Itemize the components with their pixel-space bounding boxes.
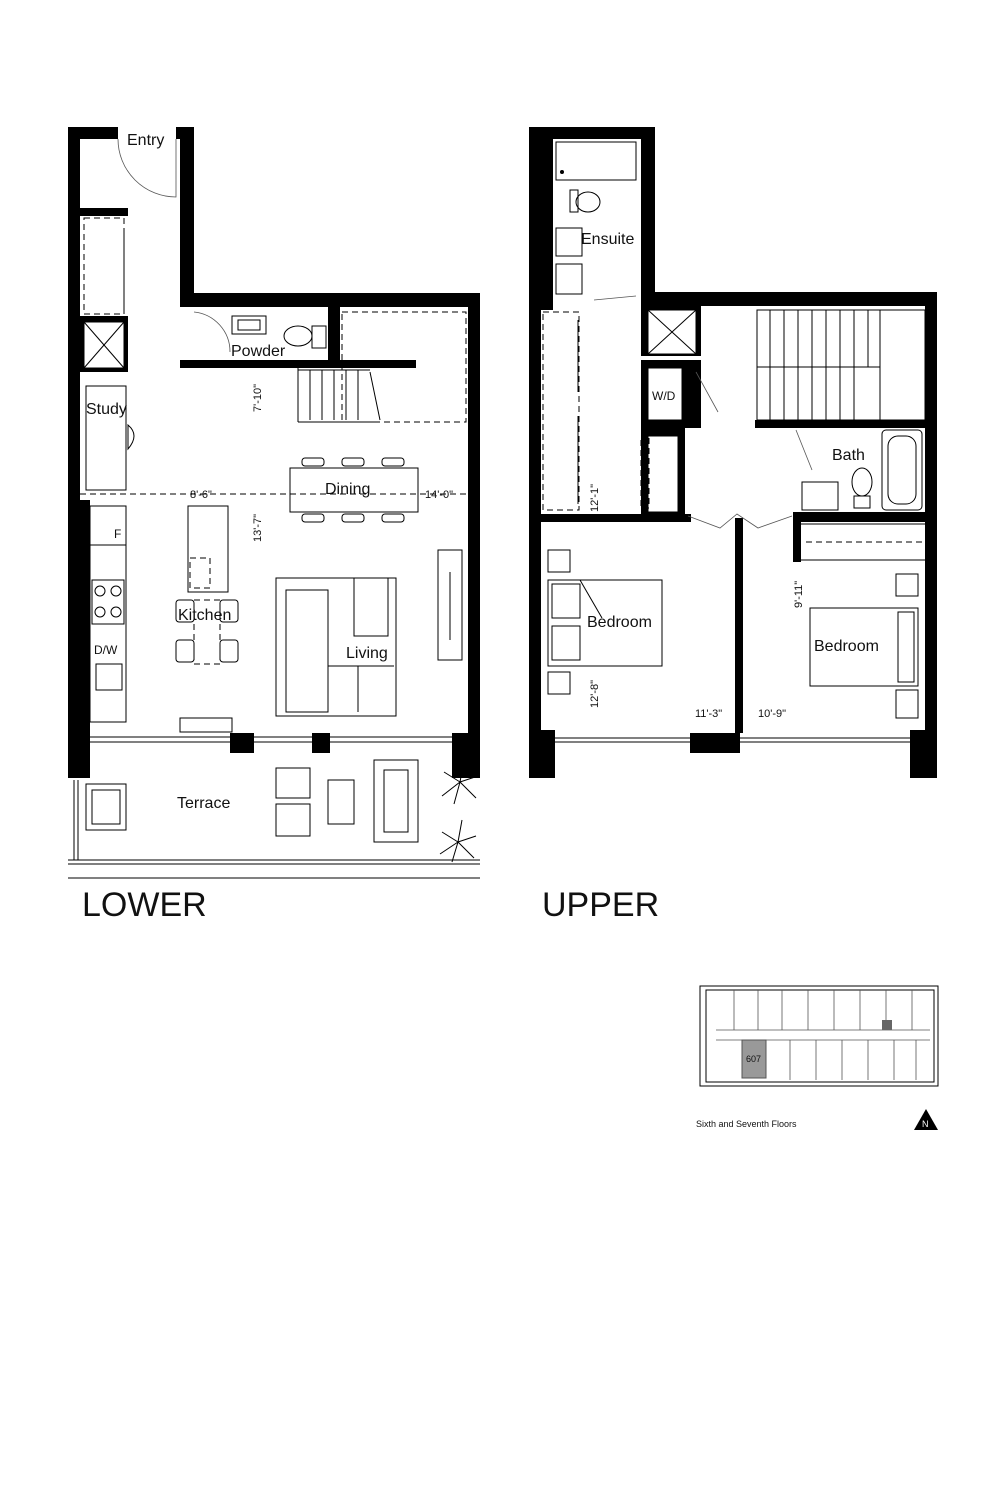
dimension-length: 13'-7" [252,513,264,542]
wall [529,730,555,778]
wall [541,139,553,304]
wall [68,127,118,139]
room-label-study: Study [86,401,127,418]
washer-dryer-label: W/D [652,389,676,403]
room-label-dining: Dining [325,481,371,498]
column [312,733,330,753]
wall [529,127,655,139]
room-label-bedroom-right: Bedroom [814,638,879,655]
room-label-terrace: Terrace [177,795,231,812]
room-label-ensuite: Ensuite [581,231,635,248]
north-label: N [922,1119,929,1129]
wall [452,733,480,778]
living-furniture [276,550,462,716]
room-label-bath: Bath [832,447,865,464]
wall [755,420,795,428]
upper-title: UPPER [542,886,660,924]
fridge-label: F [114,527,122,541]
wall [735,518,743,733]
wall [68,500,90,778]
room-label-entry: Entry [127,132,165,149]
key-plan-unit-label: 607 [746,1054,762,1064]
key-plan [696,986,938,1130]
column [230,733,254,753]
dimension-left-width: 11'-3" [695,708,723,720]
wall [641,127,655,305]
wall [910,730,937,778]
dimension-left-upper: 12'-1" [589,483,601,512]
dishwasher-label: D/W [94,643,118,657]
lower-floor-plan [68,127,480,924]
wall [80,208,128,216]
wall [468,293,480,778]
bedroom-furniture [800,524,928,718]
room-label-kitchen: Kitchen [178,607,232,624]
upper-floor-plan [529,127,937,924]
dimension-right-width: 10'-9" [758,708,787,720]
key-plan-caption: Sixth and Seventh Floors [696,1119,797,1129]
wall [180,360,416,368]
column [690,733,740,753]
dimension-right-depth: 9'-11" [793,580,805,608]
dimension-left-lower: 12'-8" [589,679,601,708]
wall [793,420,937,428]
wall [925,292,937,778]
room-label-living: Living [346,645,388,662]
room-label-powder: Powder [231,343,286,360]
room-label-bedroom-left: Bedroom [587,614,652,631]
wall [529,127,541,778]
lower-title: LOWER [82,886,207,924]
north-arrow-icon [914,1109,938,1130]
dimension-island: 8'-6" [190,489,212,501]
dimension-width: 14'-0" [425,489,454,501]
wall [793,512,937,522]
kitchen-island [188,506,228,592]
wall [328,300,340,368]
dimension-powder: 7'-10" [252,383,264,412]
wall [180,127,194,307]
